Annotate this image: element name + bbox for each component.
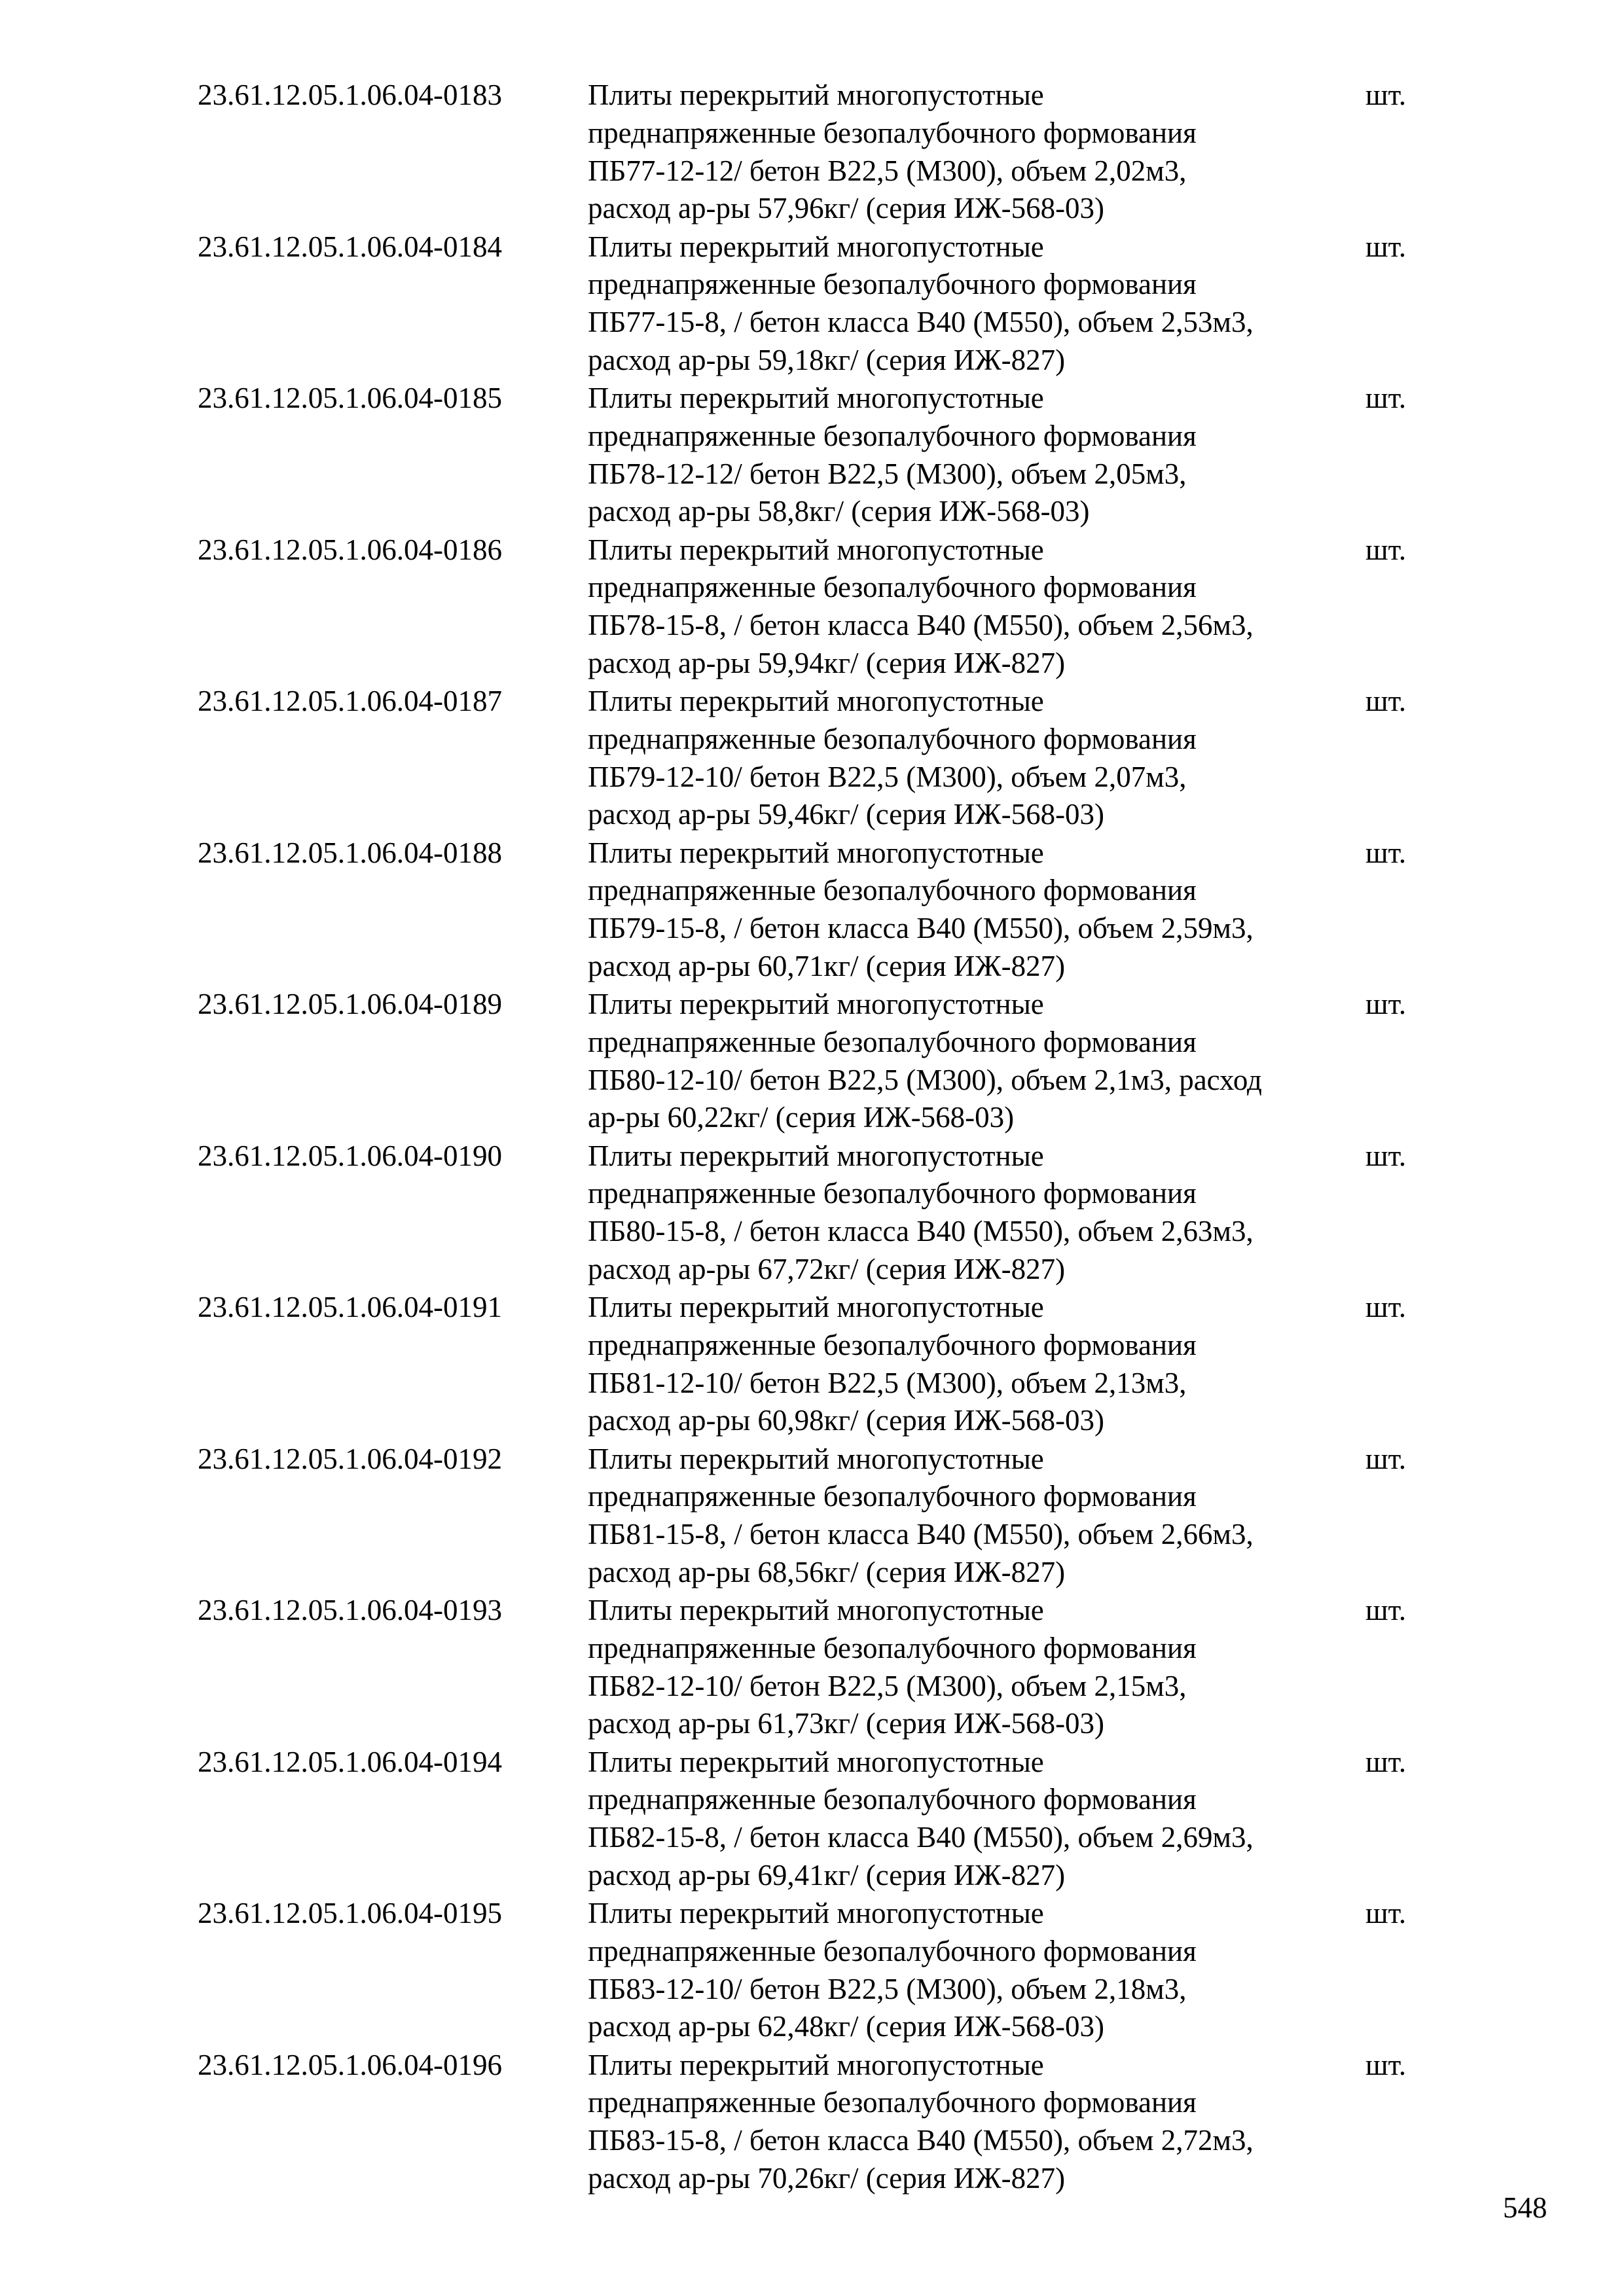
item-unit: шт. [1365,230,1407,263]
item-code: 23.61.12.05.1.06.04-0189 [198,988,502,1020]
item-unit: шт. [1365,1745,1407,1778]
item-code: 23.61.12.05.1.06.04-0193 [198,1594,502,1626]
description-line: Плиты перекрытий многопустотные [588,382,1044,414]
description-line: ПБ81-12-10/ бетон В22,5 (М300), объем 2,13м3, [588,1366,1187,1399]
description-line: Плиты перекрытий многопустотные [588,988,1044,1020]
list-item [0,2047,1624,2198]
description-line: Плиты перекрытий многопустотные [588,79,1044,111]
item-description [588,1744,1393,1895]
description-line: Плиты перекрытий многопустотные [588,836,1044,869]
description-line: Плиты перекрытий многопустотные [588,1897,1044,1929]
item-unit: шт. [1365,1897,1407,1929]
description-line: ПБ83-15-8, / бетон класса В40 (М550), объем 2,72м3, [588,2124,1254,2157]
description-line: Плиты перекрытий многопустотные [588,1594,1044,1626]
item-unit: шт. [1365,685,1407,717]
description-line: ПБ79-12-10/ бетон В22,5 (М300), объем 2,07м3, [588,760,1187,793]
list-item [0,380,1624,531]
list-item [0,986,1624,1138]
item-code: 23.61.12.05.1.06.04-0186 [198,533,502,566]
list-item [0,1441,1624,1592]
description-line: ПБ77-12-12/ бетон В22,5 (М300), объем 2,02м3, [588,154,1187,187]
description-line: Плиты перекрытий многопустотные [588,533,1044,566]
item-unit: шт. [1365,1291,1407,1323]
description-line: преднапряженные безопалубочного формования [588,571,1197,604]
item-unit: шт. [1365,1139,1407,1172]
description-line: преднапряженные безопалубочного формования [588,1934,1197,1967]
item-code: 23.61.12.05.1.06.04-0192 [198,1442,502,1475]
item-description [588,1138,1393,1289]
description-line: расход ар-ры 59,94кг/ (серия ИЖ-827) [588,646,1066,679]
item-unit: шт. [1365,2048,1407,2081]
item-description [588,834,1393,986]
description-line: Плиты перекрытий многопустотные [588,1745,1044,1778]
description-line: ПБ77-15-8, / бетон класса В40 (М550), объем 2,53м3, [588,306,1254,339]
item-code: 23.61.12.05.1.06.04-0195 [198,1897,502,1929]
page-number: 548 [1503,2191,1547,2224]
description-line: Плиты перекрытий многопустотные [588,1139,1044,1172]
list-item [0,683,1624,834]
description-line: ар-ры 60,22кг/ (серия ИЖ-568-03) [588,1101,1015,1134]
item-unit: шт. [1365,988,1407,1020]
item-list [0,77,1624,2198]
list-item [0,834,1624,986]
item-description [588,77,1393,228]
item-unit: шт. [1365,533,1407,566]
description-line: ПБ82-12-10/ бетон В22,5 (М300), объем 2,15м3, [588,1669,1187,1702]
item-description [588,986,1393,1137]
description-line: преднапряженные безопалубочного формования [588,268,1197,301]
item-code: 23.61.12.05.1.06.04-0194 [198,1745,502,1778]
description-line: расход ар-ры 58,8кг/ (серия ИЖ-568-03) [588,495,1090,528]
description-line: расход ар-ры 62,48кг/ (серия ИЖ-568-03) [588,2010,1105,2043]
item-description [588,1441,1393,1592]
item-code: 23.61.12.05.1.06.04-0184 [198,230,502,263]
item-unit: шт. [1365,836,1407,869]
description-line: ПБ80-15-8, / бетон класса В40 (М550), объем 2,63м3, [588,1215,1254,1248]
item-code: 23.61.12.05.1.06.04-0190 [198,1139,502,1172]
list-item [0,1744,1624,1895]
item-description [588,1895,1393,2046]
description-line: ПБ83-12-10/ бетон В22,5 (М300), объем 2,18м3, [588,1972,1187,2005]
item-code: 23.61.12.05.1.06.04-0183 [198,79,502,111]
item-unit: шт. [1365,1442,1407,1475]
description-line: расход ар-ры 69,41кг/ (серия ИЖ-827) [588,1858,1066,1892]
item-code: 23.61.12.05.1.06.04-0196 [198,2048,502,2081]
description-line: Плиты перекрытий многопустотные [588,230,1044,263]
description-line: расход ар-ры 57,96кг/ (серия ИЖ-568-03) [588,192,1105,225]
description-line: расход ар-ры 61,73кг/ (серия ИЖ-568-03) [588,1707,1105,1740]
description-line: Плиты перекрытий многопустотные [588,1291,1044,1323]
list-item [0,1289,1624,1441]
description-line: преднапряженные безопалубочного формования [588,722,1197,755]
item-code: 23.61.12.05.1.06.04-0185 [198,382,502,414]
item-description [588,228,1393,380]
item-description [588,531,1393,683]
item-unit: шт. [1365,1594,1407,1626]
description-line: ПБ79-15-8, / бетон класса В40 (М550), объем 2,59м3, [588,912,1254,945]
description-line: преднапряженные безопалубочного формования [588,1025,1197,1058]
description-line: ПБ78-15-8, / бетон класса В40 (М550), объем 2,56м3, [588,609,1254,642]
description-line: расход ар-ры 59,46кг/ (серия ИЖ-568-03) [588,798,1105,831]
list-item [0,531,1624,683]
description-line: ПБ80-12-10/ бетон В22,5 (М300), объем 2,1м3, расход [588,1063,1262,1096]
description-line: преднапряженные безопалубочного формования [588,1631,1197,1664]
list-item [0,228,1624,380]
description-line: преднапряженные безопалубочного формования [588,419,1197,452]
item-description [588,1592,1393,1743]
description-line: ПБ81-15-8, / бетон класса В40 (М550), объем 2,66м3, [588,1518,1254,1551]
description-line: расход ар-ры 70,26кг/ (серия ИЖ-827) [588,2161,1066,2195]
description-line: преднапряженные безопалубочного формования [588,1783,1197,1816]
description-line: ПБ78-12-12/ бетон В22,5 (М300), объем 2,05м3, [588,457,1187,490]
item-code: 23.61.12.05.1.06.04-0188 [198,836,502,869]
item-description [588,1289,1393,1440]
list-item [0,1592,1624,1744]
description-line: преднапряженные безопалубочного формования [588,2086,1197,2119]
description-line: преднапряженные безопалубочного формования [588,1177,1197,1210]
list-item [0,1138,1624,1289]
description-line: расход ар-ры 59,18кг/ (серия ИЖ-827) [588,343,1066,376]
item-code: 23.61.12.05.1.06.04-0191 [198,1291,502,1323]
list-item [0,1895,1624,2047]
item-description [588,683,1393,834]
description-line: расход ар-ры 60,98кг/ (серия ИЖ-568-03) [588,1404,1105,1437]
description-line: преднапряженные безопалубочного формования [588,1328,1197,1361]
description-line: преднапряженные безопалубочного формования [588,116,1197,149]
description-line: ПБ82-15-8, / бетон класса В40 (М550), объем 2,69м3, [588,1821,1254,1854]
description-line: Плиты перекрытий многопустотные [588,1442,1044,1475]
description-line: преднапряженные безопалубочного формования [588,1480,1197,1513]
item-unit: шт. [1365,382,1407,414]
list-item [0,77,1624,228]
description-line: расход ар-ры 68,56кг/ (серия ИЖ-827) [588,1555,1066,1588]
description-line: расход ар-ры 67,72кг/ (серия ИЖ-827) [588,1252,1066,1285]
description-line: Плиты перекрытий многопустотные [588,2048,1044,2081]
item-description [588,2047,1393,2198]
item-code: 23.61.12.05.1.06.04-0187 [198,685,502,717]
description-line: расход ар-ры 60,71кг/ (серия ИЖ-827) [588,949,1066,982]
item-unit: шт. [1365,79,1407,111]
item-description [588,380,1393,531]
description-line: преднапряженные безопалубочного формования [588,874,1197,907]
description-line: Плиты перекрытий многопустотные [588,685,1044,717]
